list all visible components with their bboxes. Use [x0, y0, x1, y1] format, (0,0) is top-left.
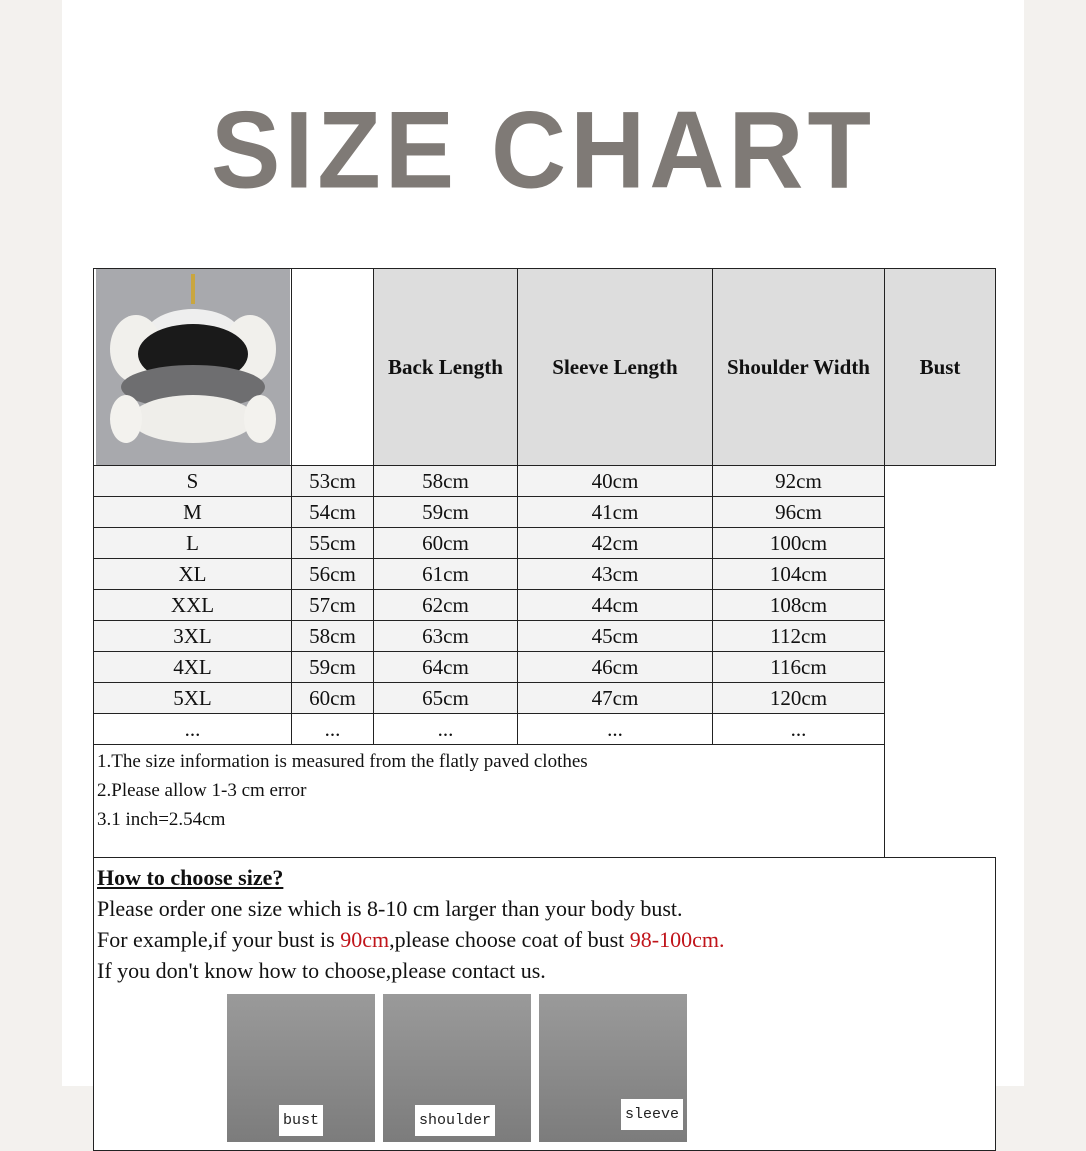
header-bust: Bust [885, 269, 996, 466]
size-label: 5XL [94, 683, 292, 714]
size-value: 108cm [713, 590, 885, 621]
size-label: 4XL [94, 652, 292, 683]
photo-label: bust [279, 1105, 323, 1136]
size-value: 60cm [374, 528, 518, 559]
size-value: 64cm [374, 652, 518, 683]
text: For example,if your bust is [97, 927, 341, 952]
measure-photos [227, 994, 992, 1142]
size-label: L [94, 528, 292, 559]
table-row [94, 683, 996, 714]
table-row [94, 590, 996, 621]
size-value: 47cm [518, 683, 713, 714]
page-title: SIZE CHART [211, 90, 875, 212]
size-value: 44cm [518, 590, 713, 621]
size-value: 53cm [292, 466, 374, 497]
size-value: 59cm [292, 652, 374, 683]
how-line: If you don't know how to choose,please contact us. [97, 958, 546, 983]
size-value: 59cm [374, 497, 518, 528]
table-row [94, 528, 996, 559]
highlight: 90cm [340, 927, 390, 952]
size-value: ... [713, 714, 885, 745]
header-back-length: Back Length [374, 269, 518, 466]
table-row [94, 714, 996, 745]
size-label: ... [94, 714, 292, 745]
size-value: 96cm [713, 497, 885, 528]
size-value: ... [374, 714, 518, 745]
text: ,please choose coat of bust [389, 927, 630, 952]
size-value: 56cm [292, 559, 374, 590]
size-value: 55cm [292, 528, 374, 559]
note: 1.The size information is measured from the flatly paved clothes [97, 751, 588, 772]
fur-coat-image [96, 269, 290, 465]
how-to-section [94, 858, 996, 1151]
size-value: 57cm [292, 590, 374, 621]
photo-label: shoulder [415, 1105, 495, 1136]
size-value: 112cm [713, 621, 885, 652]
table-row [94, 559, 996, 590]
header-sleeve-length: Sleeve Length [518, 269, 713, 466]
corner-cell [292, 269, 374, 466]
size-value: 65cm [374, 683, 518, 714]
size-value: ... [518, 714, 713, 745]
note: 2.Please allow 1-3 cm error [97, 780, 307, 801]
how-line [97, 924, 992, 955]
size-value: 116cm [713, 652, 885, 683]
size-value: 61cm [374, 559, 518, 590]
table-row [94, 466, 996, 497]
size-value: 104cm [713, 559, 885, 590]
size-label: M [94, 497, 292, 528]
size-value: 41cm [518, 497, 713, 528]
size-value: 45cm [518, 621, 713, 652]
table-row [94, 652, 996, 683]
bust-photo [227, 994, 375, 1142]
size-value: 58cm [374, 466, 518, 497]
size-value: 46cm [518, 652, 713, 683]
sleeve-photo [539, 994, 687, 1142]
shoulder-photo [383, 994, 531, 1142]
size-value: 60cm [292, 683, 374, 714]
coat-image-cell [94, 269, 292, 466]
size-label: 3XL [94, 621, 292, 652]
note: 3.1 inch=2.54cm [97, 809, 226, 830]
size-value: 40cm [518, 466, 713, 497]
size-label: S [94, 466, 292, 497]
size-value: 100cm [713, 528, 885, 559]
size-value: 54cm [292, 497, 374, 528]
size-label: XL [94, 559, 292, 590]
how-heading: How to choose size? [97, 865, 284, 890]
size-value: ... [292, 714, 374, 745]
size-value: 120cm [713, 683, 885, 714]
table-row [94, 621, 996, 652]
size-table [93, 268, 996, 1151]
notes [94, 745, 885, 858]
size-value: 62cm [374, 590, 518, 621]
table-row [94, 497, 996, 528]
header-shoulder-width: Shoulder Width [713, 269, 885, 466]
size-value: 92cm [713, 466, 885, 497]
size-value: 63cm [374, 621, 518, 652]
size-value: 42cm [518, 528, 713, 559]
size-value: 58cm [292, 621, 374, 652]
how-line: Please order one size which is 8-10 cm larger than your body bust. [97, 896, 683, 921]
photo-label: sleeve [621, 1099, 683, 1130]
size-label: XXL [94, 590, 292, 621]
highlight: 98-100cm. [629, 927, 725, 952]
size-value: 43cm [518, 559, 713, 590]
